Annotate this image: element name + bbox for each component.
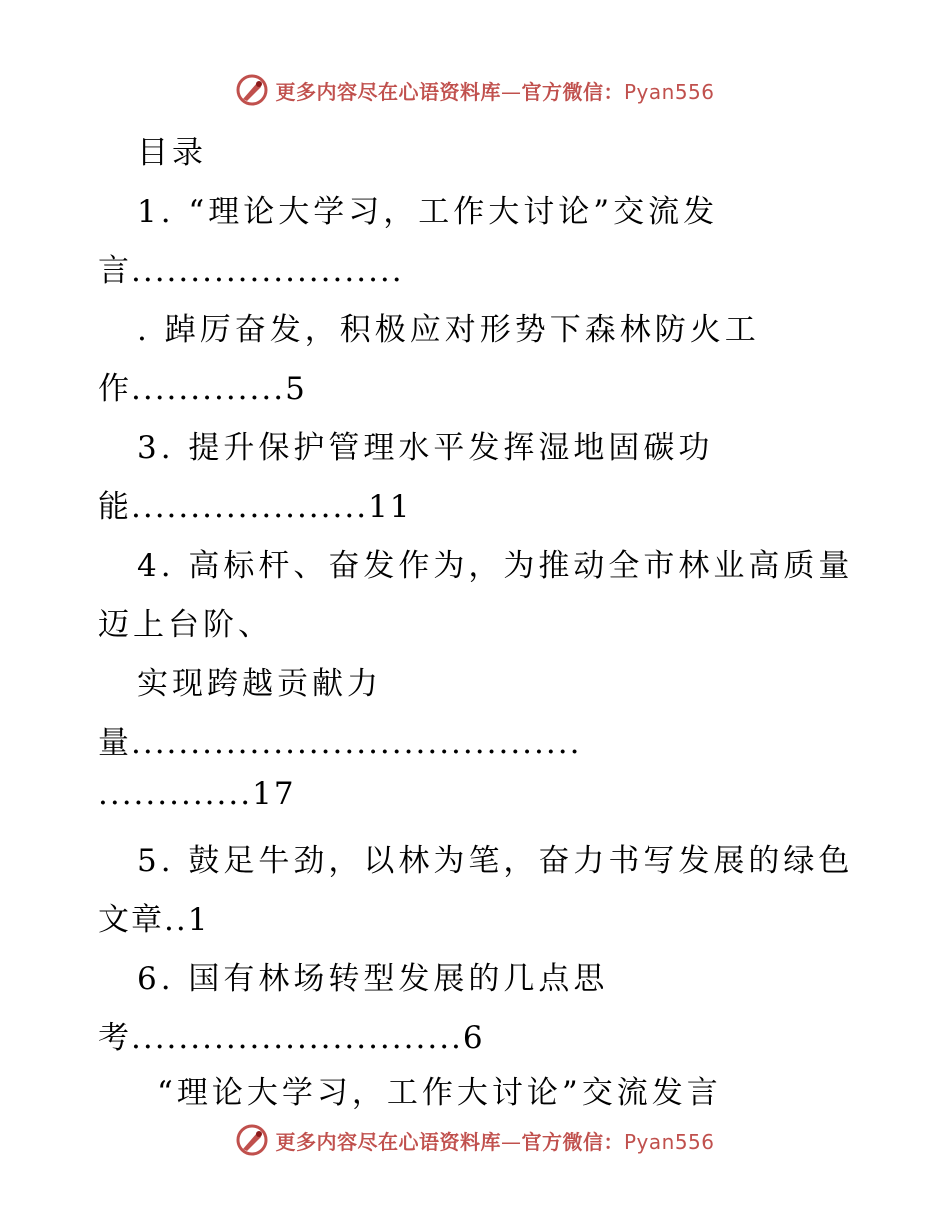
toc-item-1-leader: 言.......................	[98, 253, 404, 289]
toc-item-1-title: 1. “理论大学习，工作大讨论”交流发	[137, 194, 719, 230]
watermark-header	[0, 70, 950, 110]
watermark-text: 更多内容尽在心语资料库—官方微信：Pyan556	[275, 1129, 715, 1154]
toc-item-3-title: 3. 提升保护管理水平发挥湿地固碳功	[137, 430, 714, 466]
toc-item-3-leader: 能....................11	[98, 489, 412, 525]
pen-logo-icon	[235, 73, 269, 107]
toc-item-2-leader: 作.............5	[98, 371, 307, 407]
toc-item-4-title: 4. 高标杆、奋发作为，为推动全市林业高质量	[137, 548, 854, 584]
toc-title: 目录	[137, 135, 207, 171]
toc-item-4-title-cont2: 实现跨越贡献力	[137, 666, 382, 702]
watermark-footer	[0, 1120, 950, 1160]
toc-item-4-leader: 量......................................	[98, 725, 582, 761]
section-heading: “理论大学习，工作大讨论”交流发言	[157, 1075, 722, 1111]
toc-item-4-leader-cont: .............17	[98, 776, 296, 812]
pen-logo-icon	[235, 1123, 269, 1157]
watermark-text: 更多内容尽在心语资料库—官方微信：Pyan556	[275, 79, 715, 104]
toc-item-4-title-cont: 迈上台阶、	[98, 607, 273, 643]
toc-item-6-leader: 考............................6	[98, 1020, 485, 1056]
toc-item-5-title: 5. 鼓足牛劲，以林为笔，奋力书写发展的绿色	[137, 843, 854, 879]
toc-item-5-leader: 文章..1	[98, 902, 210, 938]
toc-item-2-title: . 踔厉奋发，积极应对形势下森林防火工	[137, 312, 760, 348]
toc-item-6-title: 6. 国有林场转型发展的几点思	[137, 961, 609, 997]
